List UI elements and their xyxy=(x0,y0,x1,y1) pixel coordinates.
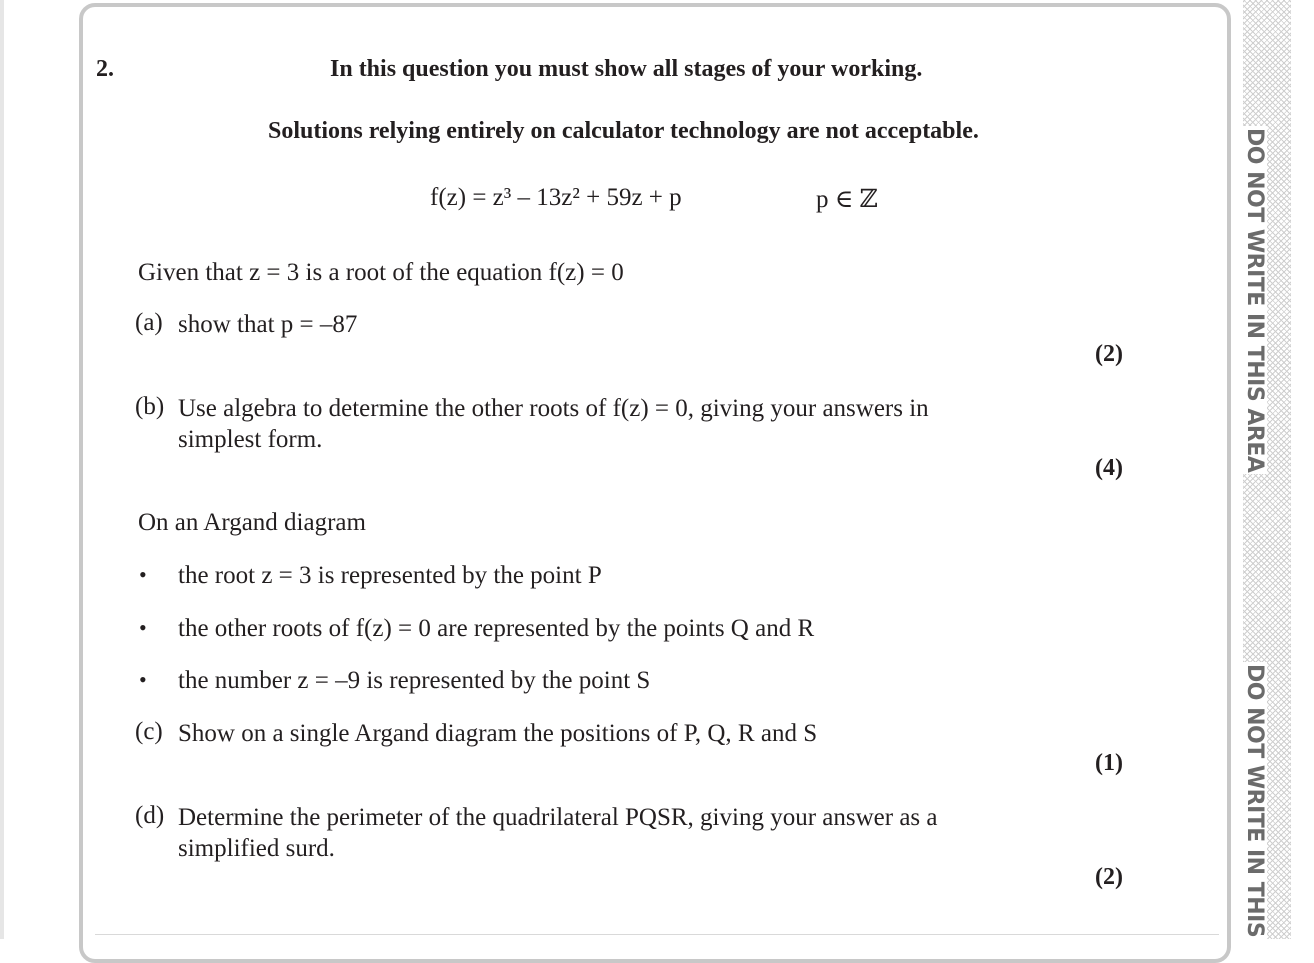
argand-intro: On an Argand diagram xyxy=(138,509,366,536)
part-b-line-1: Use algebra to determine the other roots of f(z) = 0, giving your answers in xyxy=(178,395,929,422)
part-d-label: (d) xyxy=(135,802,165,829)
bullet-point: • xyxy=(139,615,147,640)
part-c-text: Show on a single Argand diagram the positions of P, Q, R and S xyxy=(178,720,818,747)
bullet-point: • xyxy=(139,562,147,587)
left-edge-shadow xyxy=(0,0,4,939)
bullet-point: • xyxy=(139,667,147,692)
given-statement: Given that z = 3 is a root of the equation f(z) = 0 xyxy=(138,259,624,286)
part-a-marks: (2) xyxy=(1095,341,1123,367)
part-d-line-1: Determine the perimeter of the quadrilateral PQSR, giving your answer as a xyxy=(178,804,938,831)
question-number: 2. xyxy=(96,56,114,82)
bullet-root-p: the root z = 3 is represented by the point P xyxy=(178,562,602,589)
answer-line xyxy=(95,934,1219,935)
part-c-marks: (1) xyxy=(1095,750,1123,776)
part-b-marks: (4) xyxy=(1095,455,1123,481)
part-a-text: show that p = –87 xyxy=(178,311,358,338)
instruction-no-calculator: Solutions relying entirely on calculator technology are not acceptable. xyxy=(268,118,979,144)
bullet-number-s: the number z = –9 is represented by the point S xyxy=(178,667,651,694)
part-d-line-2: simplified surd. xyxy=(178,835,335,862)
integer-condition: p ∈ ℤ xyxy=(816,186,878,213)
part-d-marks: (2) xyxy=(1095,864,1123,890)
part-b-line-2: simplest form. xyxy=(178,426,323,453)
instruction-show-working: In this question you must show all stages of your working. xyxy=(330,56,923,82)
part-b-label: (b) xyxy=(135,393,165,420)
function-equation: f(z) = z³ – 13z² + 59z + p xyxy=(430,184,682,211)
bullet-roots-q-r: the other roots of f(z) = 0 are represented by the points Q and R xyxy=(178,615,815,642)
part-c-label: (c) xyxy=(135,718,163,745)
part-a-label: (a) xyxy=(135,309,163,336)
